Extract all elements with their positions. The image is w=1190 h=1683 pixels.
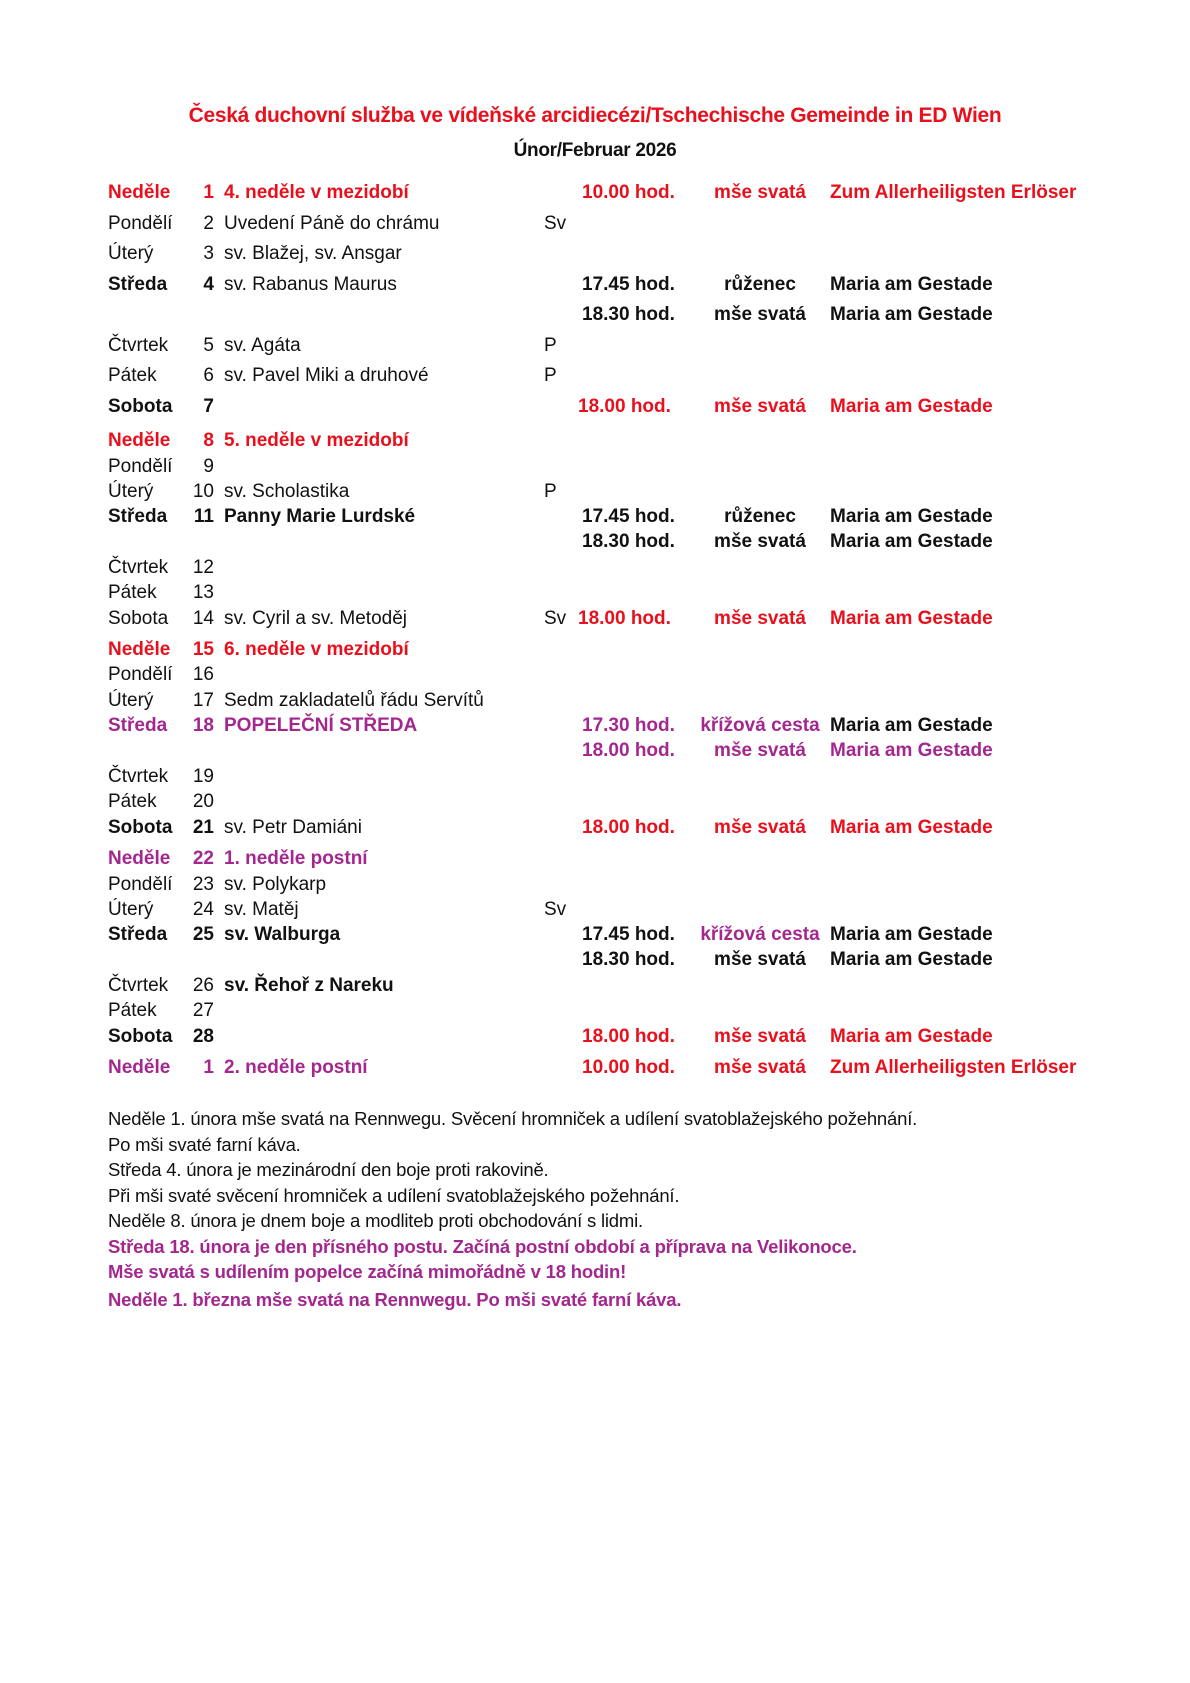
schedule-row (0, 638, 1190, 662)
service-type: růženec (724, 506, 796, 527)
day-number: 25 (192, 924, 214, 945)
feast-rank: P (544, 365, 557, 386)
day-label: Úterý (108, 481, 154, 502)
service-location: Maria am Gestade (830, 949, 993, 970)
service-type: křížová cesta (700, 715, 820, 736)
day-number: 14 (192, 608, 214, 629)
feast-rank: Sv (544, 608, 567, 629)
service-type: mše svatá (714, 1026, 806, 1047)
feast-name: 4. neděle v mezidobí (224, 182, 409, 203)
day-number: 21 (192, 817, 214, 838)
feast-name: sv. Agáta (224, 335, 301, 356)
day-label: Úterý (108, 690, 154, 711)
schedule-row (0, 395, 1190, 419)
day-label: Neděle (108, 430, 171, 451)
service-location: Maria am Gestade (830, 506, 993, 527)
day-number: 9 (203, 456, 214, 477)
schedule-row (0, 581, 1190, 605)
day-number: 6 (203, 365, 214, 386)
schedule-row (0, 530, 1190, 554)
schedule-row (0, 816, 1190, 840)
service-location: Maria am Gestade (830, 924, 993, 945)
schedule-row (0, 212, 1190, 236)
day-label: Středa (108, 715, 168, 736)
service-location: Maria am Gestade (830, 274, 993, 295)
service-time: 18.00 hod. (578, 608, 671, 629)
note-highlight: Neděle 1. března mše svatá na Rennwegu. Po mši svaté farní káva. (108, 1288, 682, 1310)
day-label: Čtvrtek (108, 557, 169, 578)
feast-name: sv. Walburga (224, 924, 341, 945)
service-location: Maria am Gestade (830, 740, 993, 761)
day-label: Čtvrtek (108, 335, 169, 356)
day-number: 2 (203, 213, 214, 234)
service-location: Zum Allerheiligsten Erlöser (830, 1057, 1077, 1078)
schedule-row (0, 974, 1190, 998)
service-time: 17.30 hod. (582, 715, 675, 736)
service-type: mše svatá (714, 304, 806, 325)
note: Středa 4. února je mezinárodní den boje proti rakovině. (108, 1159, 549, 1180)
day-label: Středa (108, 506, 168, 527)
day-number: 20 (192, 791, 214, 812)
feast-name: 6. neděle v mezidobí (224, 639, 409, 660)
day-label: Pondělí (108, 213, 173, 234)
service-time: 17.45 hod. (582, 924, 675, 945)
feast-name: sv. Pavel Miki a druhové (224, 365, 429, 386)
day-label: Pátek (108, 791, 157, 812)
schedule-row (0, 923, 1190, 947)
feast-name: 5. neděle v mezidobí (224, 430, 409, 451)
service-type: růženec (724, 274, 796, 295)
day-label: Sobota (108, 1026, 173, 1047)
schedule-row (0, 181, 1190, 205)
schedule-row (0, 739, 1190, 763)
schedule-row (0, 364, 1190, 388)
page-title: Česká duchovní služba ve vídeňské arcidiecézi/Tschechische Gemeinde in ED Wien (188, 104, 1002, 127)
service-location: Maria am Gestade (830, 396, 993, 417)
schedule-row (0, 714, 1190, 738)
schedule-row (0, 847, 1190, 871)
schedule-row (0, 303, 1190, 327)
service-location: Maria am Gestade (830, 304, 993, 325)
service-location: Maria am Gestade (830, 531, 993, 552)
day-number: 28 (192, 1026, 214, 1047)
service-time: 18.00 hod. (582, 817, 675, 838)
service-type: mše svatá (714, 740, 806, 761)
feast-name: sv. Rabanus Maurus (224, 274, 397, 295)
service-time: 18.00 hod. (578, 396, 671, 417)
schedule-row (0, 334, 1190, 358)
schedule-row (0, 898, 1190, 922)
day-label: Sobota (108, 608, 169, 629)
day-number: 22 (192, 848, 214, 869)
day-number: 1 (203, 182, 214, 203)
service-location: Zum Allerheiligsten Erlöser (830, 182, 1077, 203)
notes-section (108, 1106, 1108, 1312)
day-label: Čtvrtek (108, 975, 169, 996)
service-location: Maria am Gestade (830, 608, 993, 629)
schedule-row (0, 1025, 1190, 1049)
feast-rank: P (544, 481, 557, 502)
day-number: 10 (192, 481, 214, 502)
service-time: 18.30 hod. (582, 531, 675, 552)
day-number: 1 (203, 1057, 214, 1078)
page-subtitle: Únor/Februar 2026 (513, 140, 677, 161)
note: Při mši svaté svěcení hromniček a udílení svatoblažejského požehnání. (108, 1184, 680, 1206)
service-type: mše svatá (714, 608, 806, 629)
day-number: 7 (203, 396, 214, 417)
feast-rank: Sv (544, 213, 567, 234)
day-number: 17 (192, 690, 214, 711)
day-number: 5 (203, 335, 214, 356)
day-label: Pondělí (108, 874, 173, 895)
day-label: Neděle (108, 848, 171, 869)
service-time: 10.00 hod. (582, 182, 675, 203)
day-number: 13 (192, 582, 214, 603)
feast-name: sv. Polykarp (224, 874, 327, 895)
feast-name: 1. neděle postní (224, 848, 368, 869)
day-number: 27 (192, 1000, 214, 1021)
day-label: Neděle (108, 639, 171, 660)
schedule-row (0, 790, 1190, 814)
day-number: 16 (192, 664, 214, 685)
feast-rank: Sv (544, 899, 567, 920)
schedule-row (0, 873, 1190, 897)
schedule-row (0, 999, 1190, 1023)
day-label: Středa (108, 274, 168, 295)
service-time: 17.45 hod. (582, 274, 675, 295)
schedule-row (0, 429, 1190, 453)
day-number: 12 (192, 557, 214, 578)
service-location: Maria am Gestade (830, 1026, 993, 1047)
service-location: Maria am Gestade (830, 817, 993, 838)
day-label: Pátek (108, 582, 157, 603)
day-label: Pátek (108, 1000, 157, 1021)
day-number: 23 (192, 874, 214, 895)
schedule-row (0, 505, 1190, 529)
feast-name: Sedm zakladatelů řádu Servítů (224, 690, 484, 711)
day-label: Sobota (108, 817, 173, 838)
day-label: Čtvrtek (108, 766, 169, 787)
feast-name: 2. neděle postní (224, 1057, 368, 1078)
schedule-row (0, 1056, 1190, 1080)
schedule-row (0, 480, 1190, 504)
service-time: 17.45 hod. (582, 506, 675, 527)
service-time: 18.00 hod. (582, 1026, 675, 1047)
service-time: 10.00 hod. (582, 1057, 675, 1078)
service-time: 18.30 hod. (582, 949, 675, 970)
schedule-row (0, 689, 1190, 713)
service-type: mše svatá (714, 1057, 806, 1078)
note-highlight: Mše svatá s udílením popelce začíná mimořádně v 18 hodin! (108, 1261, 627, 1282)
day-number: 8 (203, 430, 214, 451)
day-label: Neděle (108, 182, 171, 203)
day-number: 3 (203, 243, 214, 264)
feast-rank: P (544, 335, 557, 356)
service-type: mše svatá (714, 531, 806, 552)
note-highlight: Středa 18. února je den přísného postu. Začíná postní období a příprava na Velikonoce. (108, 1235, 857, 1257)
service-type: mše svatá (714, 817, 806, 838)
note: Neděle 1. února mše svatá na Rennwegu. Svěcení hromniček a udílení svatoblažejského požehnání. (108, 1108, 918, 1129)
day-label: Pondělí (108, 456, 173, 477)
feast-name: sv. Řehoř z Nareku (224, 975, 394, 996)
feast-name: sv. Petr Damiáni (224, 817, 362, 838)
day-number: 24 (192, 899, 214, 920)
feast-name: sv. Matěj (224, 899, 299, 920)
service-type: mše svatá (714, 949, 806, 970)
schedule-row (0, 455, 1190, 479)
feast-name: sv. Scholastika (224, 481, 350, 502)
note: Neděle 8. února je dnem boje a modliteb proti obchodování s lidmi. (108, 1210, 643, 1231)
day-number: 18 (192, 715, 214, 736)
feast-name: Uvedení Páně do chrámu (224, 213, 440, 234)
day-label: Pátek (108, 365, 157, 386)
day-number: 4 (203, 274, 214, 295)
service-time: 18.30 hod. (582, 304, 675, 325)
schedule-row (0, 607, 1190, 631)
day-label: Úterý (108, 899, 154, 920)
feast-name: sv. Cyril a sv. Metoděj (224, 608, 408, 629)
feast-name: POPELEČNÍ STŘEDA (224, 715, 418, 736)
day-label: Středa (108, 924, 168, 945)
schedule-row (0, 242, 1190, 266)
schedule-row (0, 765, 1190, 789)
day-label: Sobota (108, 396, 173, 417)
day-label: Úterý (108, 243, 154, 264)
feast-name: Panny Marie Lurdské (224, 506, 416, 527)
day-number: 19 (192, 766, 214, 787)
service-type: mše svatá (714, 396, 806, 417)
service-type: mše svatá (714, 182, 806, 203)
day-number: 11 (193, 506, 214, 527)
service-time: 18.00 hod. (582, 740, 675, 761)
schedule-row (0, 663, 1190, 687)
schedule-row (0, 273, 1190, 297)
note: Po mši svaté farní káva. (108, 1133, 301, 1155)
schedule-row (0, 556, 1190, 580)
day-label: Pondělí (108, 664, 173, 685)
day-number: 26 (192, 975, 214, 996)
day-label: Neděle (108, 1057, 171, 1078)
service-location: Maria am Gestade (830, 715, 993, 736)
service-type: křížová cesta (700, 924, 820, 945)
feast-name: sv. Blažej, sv. Ansgar (224, 243, 402, 264)
day-number: 15 (192, 639, 214, 660)
schedule-row (0, 948, 1190, 972)
